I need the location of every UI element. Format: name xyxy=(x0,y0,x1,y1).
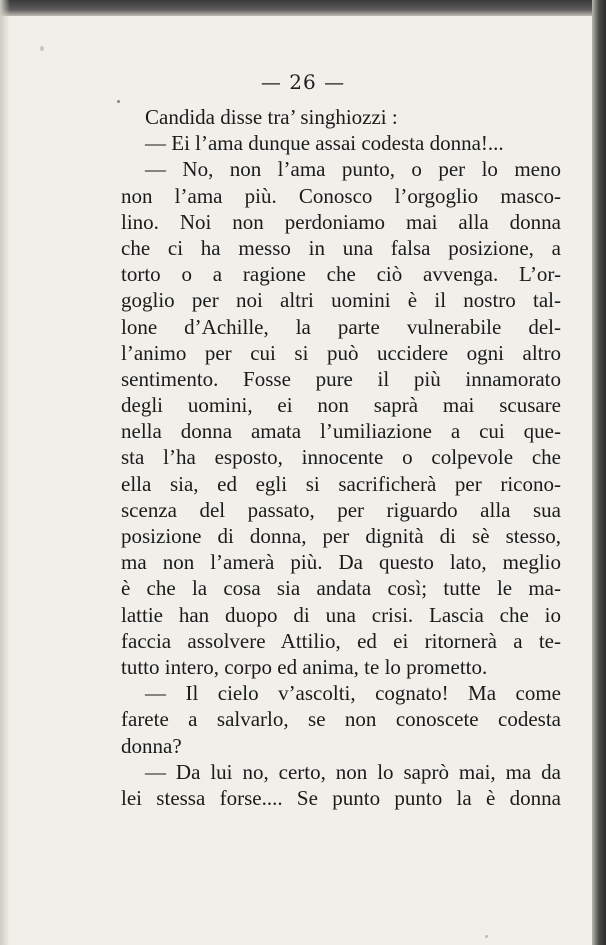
text-line: scenza del passato, per riguardo alla sua xyxy=(121,497,561,522)
text-line: ma non l’amerà più. Da questo lato, meglio xyxy=(121,550,561,575)
page-binding-edge xyxy=(592,0,606,945)
ink-speck xyxy=(117,100,120,103)
page-number: — 26 — xyxy=(260,70,346,94)
text-line: lei stessa forse.... Se punto punto la è donna xyxy=(121,785,561,810)
text-line: — Ei l’ama dunque assai codesta donna!... xyxy=(145,131,504,156)
page-left-shade xyxy=(0,0,10,945)
text-line: tutto intero, corpo ed anima, te lo prometto. xyxy=(121,654,488,679)
text-line: nella donna amata l’umiliazione a cui que- xyxy=(121,419,561,444)
body-text xyxy=(121,104,561,811)
text-line: sta l’ha esposto, innocente o colpevole che xyxy=(121,445,561,470)
text-line: — Da lui no, certo, non lo saprò mai, ma da xyxy=(145,759,561,784)
text-line: è che la cosa sia andata così; tutte le ma- xyxy=(121,576,561,601)
ink-speck xyxy=(485,935,488,938)
text-line: torto o a ragione che ciò avvenga. L’or- xyxy=(121,262,561,287)
page-top-edge xyxy=(0,0,606,16)
text-line: sentimento. Fosse pure il più innamorato xyxy=(121,366,561,391)
text-line: — Il cielo v’ascolti, cognato! Ma come xyxy=(145,681,561,706)
text-line: farete a salvarlo, se non conoscete codesta xyxy=(121,707,561,732)
text-line: l’animo per cui si può uccidere ogni altro xyxy=(121,340,561,365)
text-line: — No, non l’ama punto, o per lo meno xyxy=(145,157,561,182)
text-line: posizione di donna, per dignità di sè stesso, xyxy=(121,524,561,548)
text-line: donna? xyxy=(121,733,182,758)
text-line: lone d’Achille, la parte vulnerabile del- xyxy=(121,314,561,339)
text-line: non l’ama più. Conosco l’orgoglio masco- xyxy=(121,183,561,208)
text-line: lino. Noi non perdoniamo mai alla donna xyxy=(121,209,561,234)
text-line: che ci ha messo in una falsa posizione, a xyxy=(121,235,561,260)
text-line: goglio per noi altri uomini è il nostro tal- xyxy=(121,288,561,313)
text-line: Candida disse tra’ singhiozzi : xyxy=(145,105,398,129)
ink-speck xyxy=(40,46,44,51)
text-line: degli uomini, ei non saprà mai scusare xyxy=(121,393,561,418)
text-line: lattie han duopo di una crisi. Lascia che io xyxy=(121,602,561,627)
text-line: faccia assolvere Attilio, ed ei ritornerà a te- xyxy=(121,628,561,653)
text-line: ella sia, ed egli si sacrificherà per ricono- xyxy=(121,471,561,496)
